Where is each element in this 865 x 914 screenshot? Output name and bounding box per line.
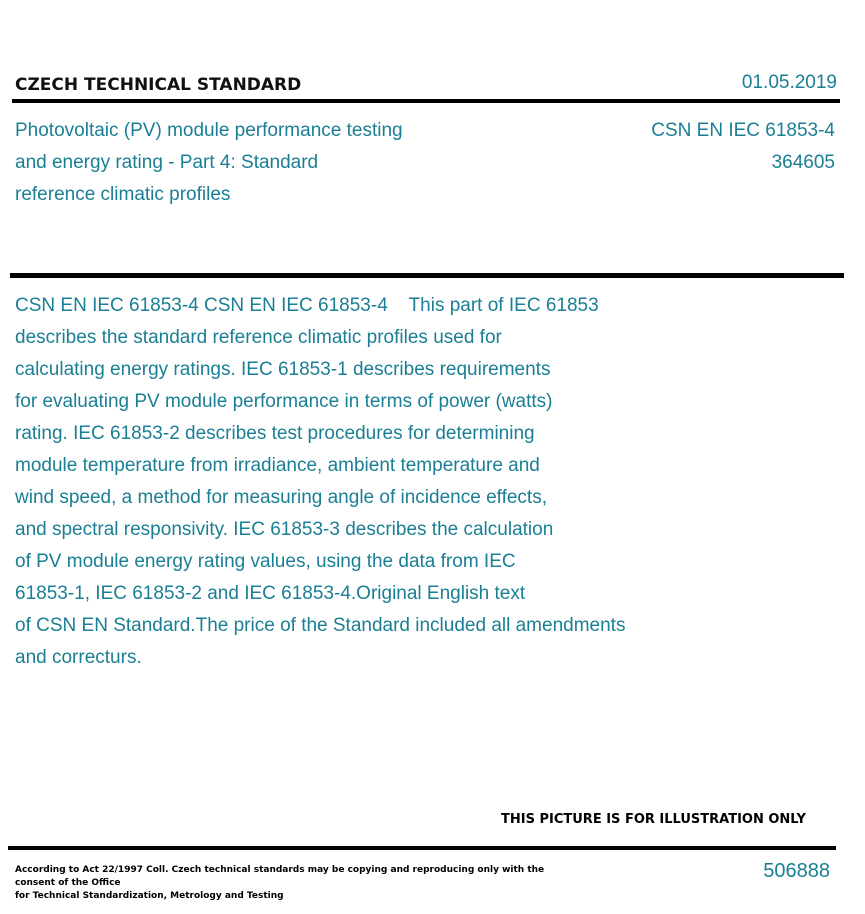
description-line: calculating energy ratings. IEC 61853-1 describes requirements: [15, 359, 551, 380]
section-divider: [10, 273, 844, 278]
footer-divider: [8, 846, 836, 850]
standard-description: [15, 290, 715, 674]
publication-date: 01.05.2019: [741, 72, 837, 93]
title-line: Photovoltaic (PV) module performance testing: [15, 120, 403, 141]
title-line: reference climatic profiles: [15, 184, 231, 205]
standard-number: 364605: [771, 152, 835, 173]
description-line: and spectral responsivity. IEC 61853-3 describes the calculation: [15, 519, 554, 540]
standard-identifiers: [651, 115, 835, 179]
standard-title: [15, 115, 485, 211]
description-line: describes the standard reference climatic profiles used for: [15, 327, 502, 348]
legal-line: for Technical Standardization, Metrology and Testing: [15, 891, 284, 901]
document-type-label: CZECH TECHNICAL STANDARD: [15, 75, 302, 95]
illustration-note: THIS PICTURE IS FOR ILLUSTRATION ONLY: [501, 812, 806, 827]
description-line: of CSN EN Standard.The price of the Standard included all amendments: [15, 615, 626, 636]
description-line: of PV module energy rating values, using the data from IEC: [15, 551, 516, 572]
description-line: and correcturs.: [15, 647, 142, 668]
title-line: and energy rating - Part 4: Standard: [15, 152, 319, 173]
header-divider: [12, 99, 840, 103]
document-id: 506888: [763, 860, 830, 882]
description-line: CSN EN IEC 61853-4 CSN EN IEC 61853-4 This part of IEC 61853: [15, 295, 599, 316]
description-line: module temperature from irradiance, ambient temperature and: [15, 455, 540, 476]
description-line: for evaluating PV module performance in terms of power (watts): [15, 391, 553, 412]
standard-code: CSN EN IEC 61853-4: [651, 120, 835, 141]
description-line: rating. IEC 61853-2 describes test procedures for determining: [15, 423, 535, 444]
description-line: 61853-1, IEC 61853-2 and IEC 61853-4.Original English text: [15, 583, 526, 604]
legal-notice: [15, 864, 585, 903]
legal-line: According to Act 22/1997 Coll. Czech technical standards may be copying and reproducing only with the consent of the Office: [15, 865, 545, 888]
description-line: wind speed, a method for measuring angle of incidence effects,: [15, 487, 547, 508]
